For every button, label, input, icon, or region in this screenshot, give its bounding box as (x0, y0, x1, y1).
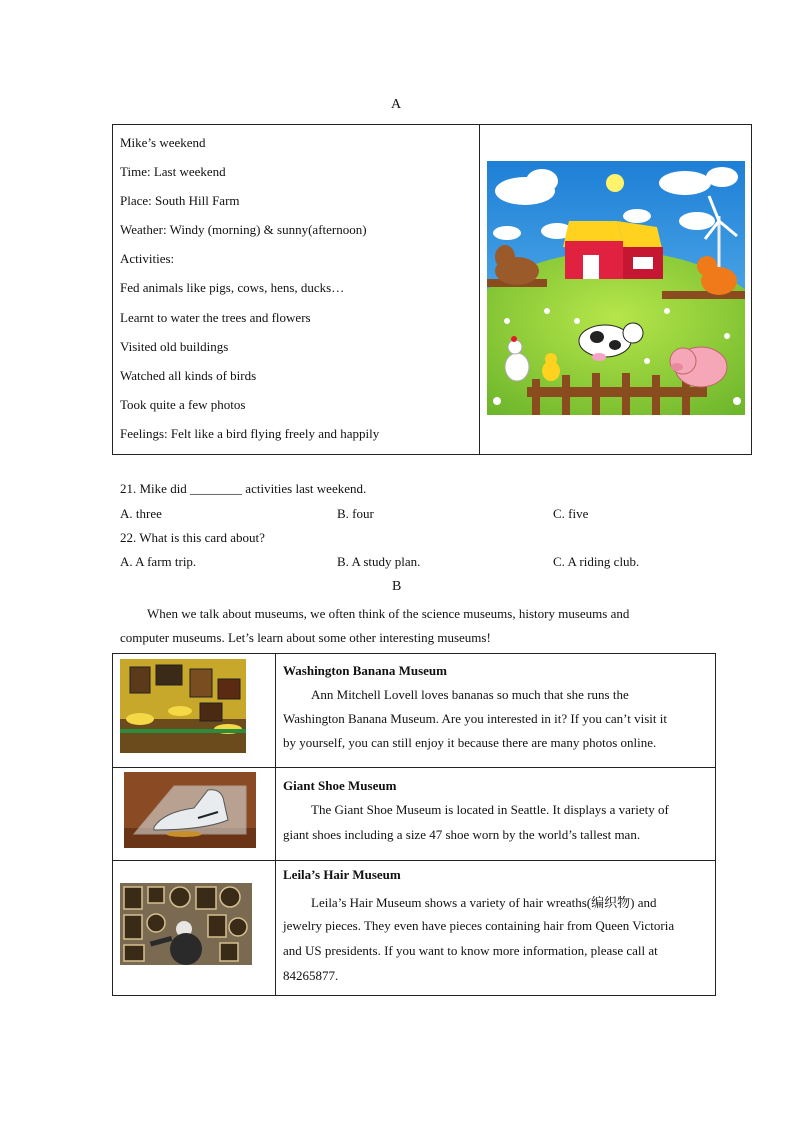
museum-text-line: Leila’s Hair Museum shows a variety of hair wreaths(编织物) and (311, 895, 657, 910)
card-line: Place: South Hill Farm (120, 193, 240, 208)
museum-text-line: 84265877. (283, 968, 339, 983)
giant-shoe-photo (124, 772, 256, 848)
option-22-c: C. A riding club. (553, 554, 640, 569)
museum-text-line: jewelry pieces. They even have pieces containing hair from Queen Victoria (283, 918, 675, 933)
option-21-a: A. three (120, 506, 162, 521)
card-line: Took quite a few photos (120, 397, 246, 412)
museum-text-line: giant shoes including a size 47 shoe worn by the world’s tallest man. (283, 827, 641, 842)
intro-line: computer museums. Let’s learn about some other interesting museums! (120, 630, 491, 645)
option-21-c: C. five (553, 506, 589, 521)
option-22-a: A. A farm trip. (120, 554, 197, 569)
museum-title: Leila’s Hair Museum (283, 867, 401, 882)
card-line: Visited old buildings (120, 339, 229, 354)
intro-line: When we talk about museums, we often think of the science museums, history museums and (147, 606, 630, 621)
row-divider (113, 860, 715, 861)
table-divider (275, 654, 276, 995)
card-line: Time: Last weekend (120, 164, 226, 179)
section-b-label: B (392, 579, 402, 594)
farm-cartoon-illustration (487, 161, 745, 415)
museum-text-line: Ann Mitchell Lovell loves bananas so much that she runs the (311, 687, 629, 702)
museum-table (112, 653, 716, 996)
option-22-b: B. A study plan. (337, 554, 421, 569)
museum-text-line: The Giant Shoe Museum is located in Seattle. It displays a variety of (311, 802, 669, 817)
card-divider (479, 125, 480, 454)
hair-museum-photo (120, 883, 252, 965)
option-21-b: B. four (337, 506, 374, 521)
museum-text-line: by yourself, you can still enjoy it because there are many photos online. (283, 735, 657, 750)
banana-museum-photo (120, 659, 246, 753)
museum-text-line: and US presidents. If you want to know more information, please call at (283, 943, 658, 958)
row-divider (113, 767, 715, 768)
mike-weekend-card (112, 124, 752, 455)
card-line: Learnt to water the trees and flowers (120, 310, 311, 325)
card-line: Mike’s weekend (120, 135, 206, 150)
card-line: Feelings: Felt like a bird flying freely and happily (120, 426, 380, 441)
card-line: Activities: (120, 251, 175, 266)
section-a-label: A (391, 97, 402, 112)
question-22: 22. What is this card about? (120, 530, 265, 545)
museum-text-line: Washington Banana Museum. Are you interested in it? If you can’t visit it (283, 711, 667, 726)
card-line: Watched all kinds of birds (120, 368, 257, 383)
card-line: Fed animals like pigs, cows, hens, ducks… (120, 280, 345, 295)
museum-title: Washington Banana Museum (283, 663, 447, 678)
card-line: Weather: Windy (morning) & sunny(afternoon) (120, 222, 367, 237)
question-21: 21. Mike did ________ activities last weekend. (120, 481, 367, 496)
museum-title: Giant Shoe Museum (283, 778, 397, 793)
